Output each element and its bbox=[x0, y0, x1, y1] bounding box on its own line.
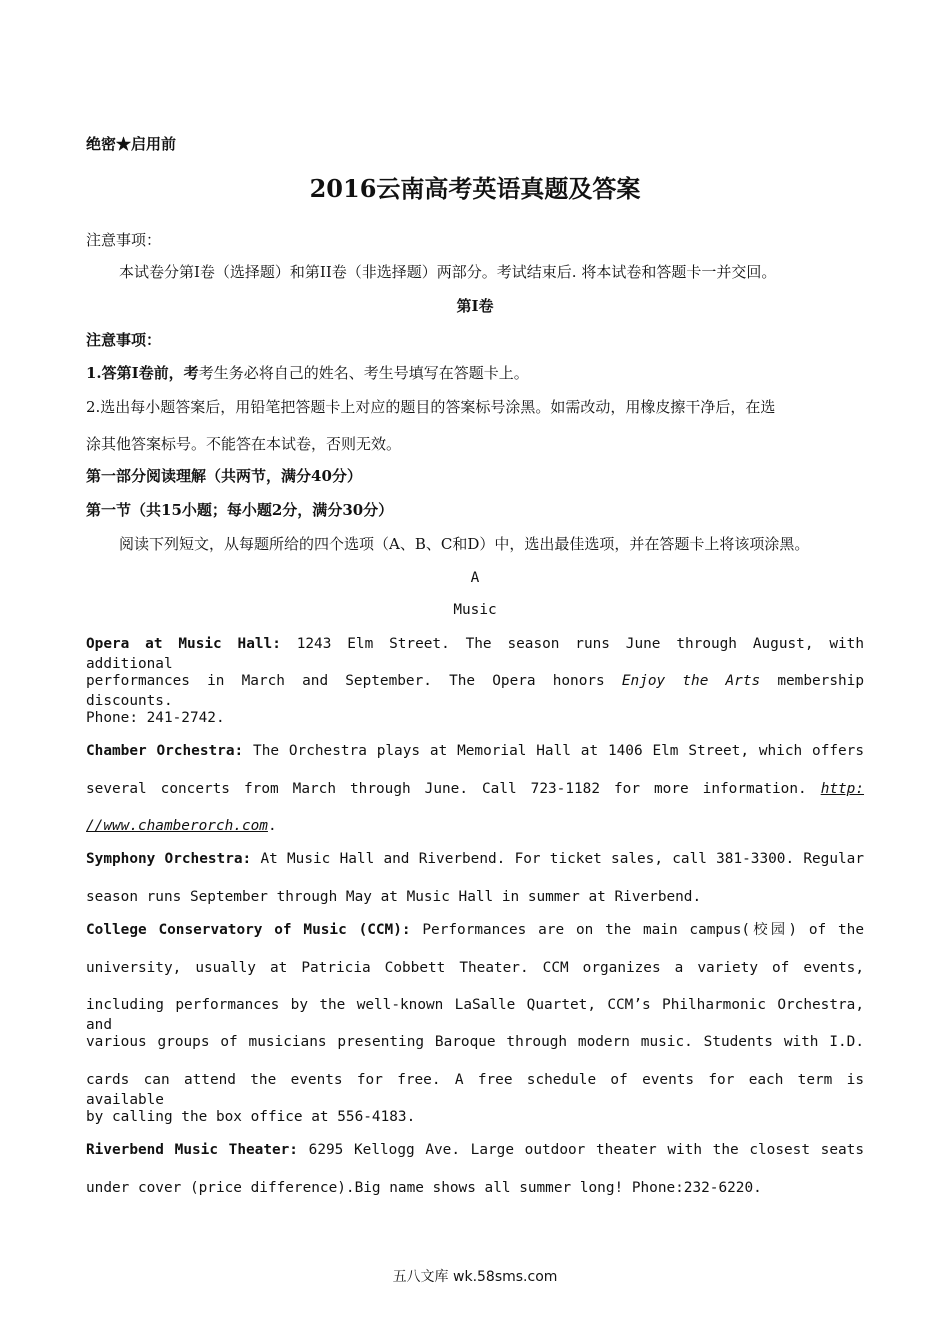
footer-watermark: 五八文库 wk.58sms.com bbox=[392, 1269, 558, 1285]
opera-line-1 bbox=[86, 634, 864, 674]
opera-italic: Enjoy the Arts bbox=[621, 673, 761, 689]
opera-phone: Phone: 241-2742. bbox=[86, 710, 225, 726]
notice-item-1 bbox=[86, 363, 864, 383]
ccm-name: College Conservatory of Music (CCM): bbox=[86, 922, 411, 938]
instructions-text: 阅读下列短文，从每题所给的四个选项（A、B、C和D）中，选出最佳选项，并在答题卡上将该项涂黑。 bbox=[119, 535, 810, 553]
ccm-line-1 bbox=[86, 920, 864, 940]
ccm-line-5: cards can attend the events for free. A free schedule of events for each term is available bbox=[86, 1072, 864, 1108]
chamber-line-1 bbox=[86, 741, 864, 761]
ccm-line-2: university, usually at Patricia Cobbett Theater. CCM organizes a variety of events, bbox=[86, 960, 864, 976]
section-notice-label: 注意事项： bbox=[86, 331, 162, 349]
chamber-line-2 bbox=[86, 779, 864, 799]
passage-letter: A bbox=[470, 570, 480, 586]
part-heading: 第一部分阅读理解（共两节，满分40分） bbox=[86, 467, 362, 485]
riverbend-line-1 bbox=[86, 1140, 864, 1160]
page-title: 2016云南高考英语真题及答案 bbox=[309, 174, 641, 203]
notice-item-2-line-2: 涂其他答案标号。不能答在本试卷，否则无效。 bbox=[86, 435, 402, 453]
symphony-line-1 bbox=[86, 849, 864, 869]
chamber-end: . bbox=[267, 818, 277, 834]
secret-mark: 绝密★启用前 bbox=[86, 135, 177, 153]
section-heading: 第Ⅰ卷 bbox=[456, 297, 494, 315]
chamber-name: Chamber Orchestra: bbox=[86, 743, 244, 759]
passage-title: Music bbox=[453, 602, 497, 618]
ccm-line-4: various groups of musicians presenting Baroque through modern music. Students with I.D. bbox=[86, 1034, 864, 1050]
notice-label: 注意事项： bbox=[86, 231, 162, 249]
subsection-heading: 第一节（共15小题；每小题2分，满分30分） bbox=[86, 501, 394, 519]
opera-text-1: 1243 Elm Street. The season runs June through August, with additional bbox=[86, 636, 864, 672]
notice-item-1-rest: 考生务必将自己的姓名、考生号填写在答题卡上。 bbox=[198, 364, 529, 382]
riverbend-line-2: under cover (price difference).Big name shows all summer long! Phone:232-6220. bbox=[86, 1180, 762, 1196]
ccm-line-3: including performances by the well-known LaSalle Quartet, CCM’s Philharmonic Orchestra, and bbox=[86, 997, 864, 1033]
ccm-line-6: by calling the box office at 556-4183. bbox=[86, 1109, 416, 1125]
chamber-text-1: The Orchestra plays at Memorial Hall at 1406 Elm Street, which offers bbox=[253, 743, 865, 759]
opera-text-2a: performances in March and September. The Opera honors bbox=[86, 673, 622, 689]
notice-item-1-bold: 1.答第Ⅰ卷前，考 bbox=[86, 364, 199, 382]
chamber-text-2: several concerts from March through June. Call 723-1182 for more information. bbox=[86, 781, 807, 797]
chamber-line-3 bbox=[86, 816, 864, 836]
notice-item-2-line-1: 2.选出每小题答案后，用铅笔把答题卡上对应的题目的答案标号涂黑。如需改动，用橡皮擦干净后，在选 bbox=[86, 398, 776, 416]
notice-text: 本试卷分第Ⅰ卷（选择题）和第II卷（非选择题）两部分。考试结束后. 将本试卷和答题卡一并交回。 bbox=[119, 263, 777, 281]
riverbend-name: Riverbend Music Theater: bbox=[86, 1142, 298, 1158]
symphony-line-2: season runs September through May at Music Hall in summer at Riverbend. bbox=[86, 889, 702, 905]
chamber-link-b[interactable]: //www.chamberorch.com bbox=[86, 818, 268, 834]
symphony-text-1: At Music Hall and Riverbend. For ticket sales, call 381-3300. Regular bbox=[260, 851, 865, 867]
ccm-text-1: Performances are on the main campus(校园) of the bbox=[422, 922, 864, 938]
opera-name: Opera at Music Hall: bbox=[86, 636, 281, 652]
symphony-name: Symphony Orchestra: bbox=[86, 851, 252, 867]
opera-text-2b: membership discounts. bbox=[86, 673, 864, 709]
riverbend-text-1: 6295 Kellogg Ave. Large outdoor theater with the closest seats bbox=[308, 1142, 864, 1158]
chamber-link-a[interactable]: http: bbox=[820, 781, 865, 797]
opera-line-2 bbox=[86, 671, 864, 711]
